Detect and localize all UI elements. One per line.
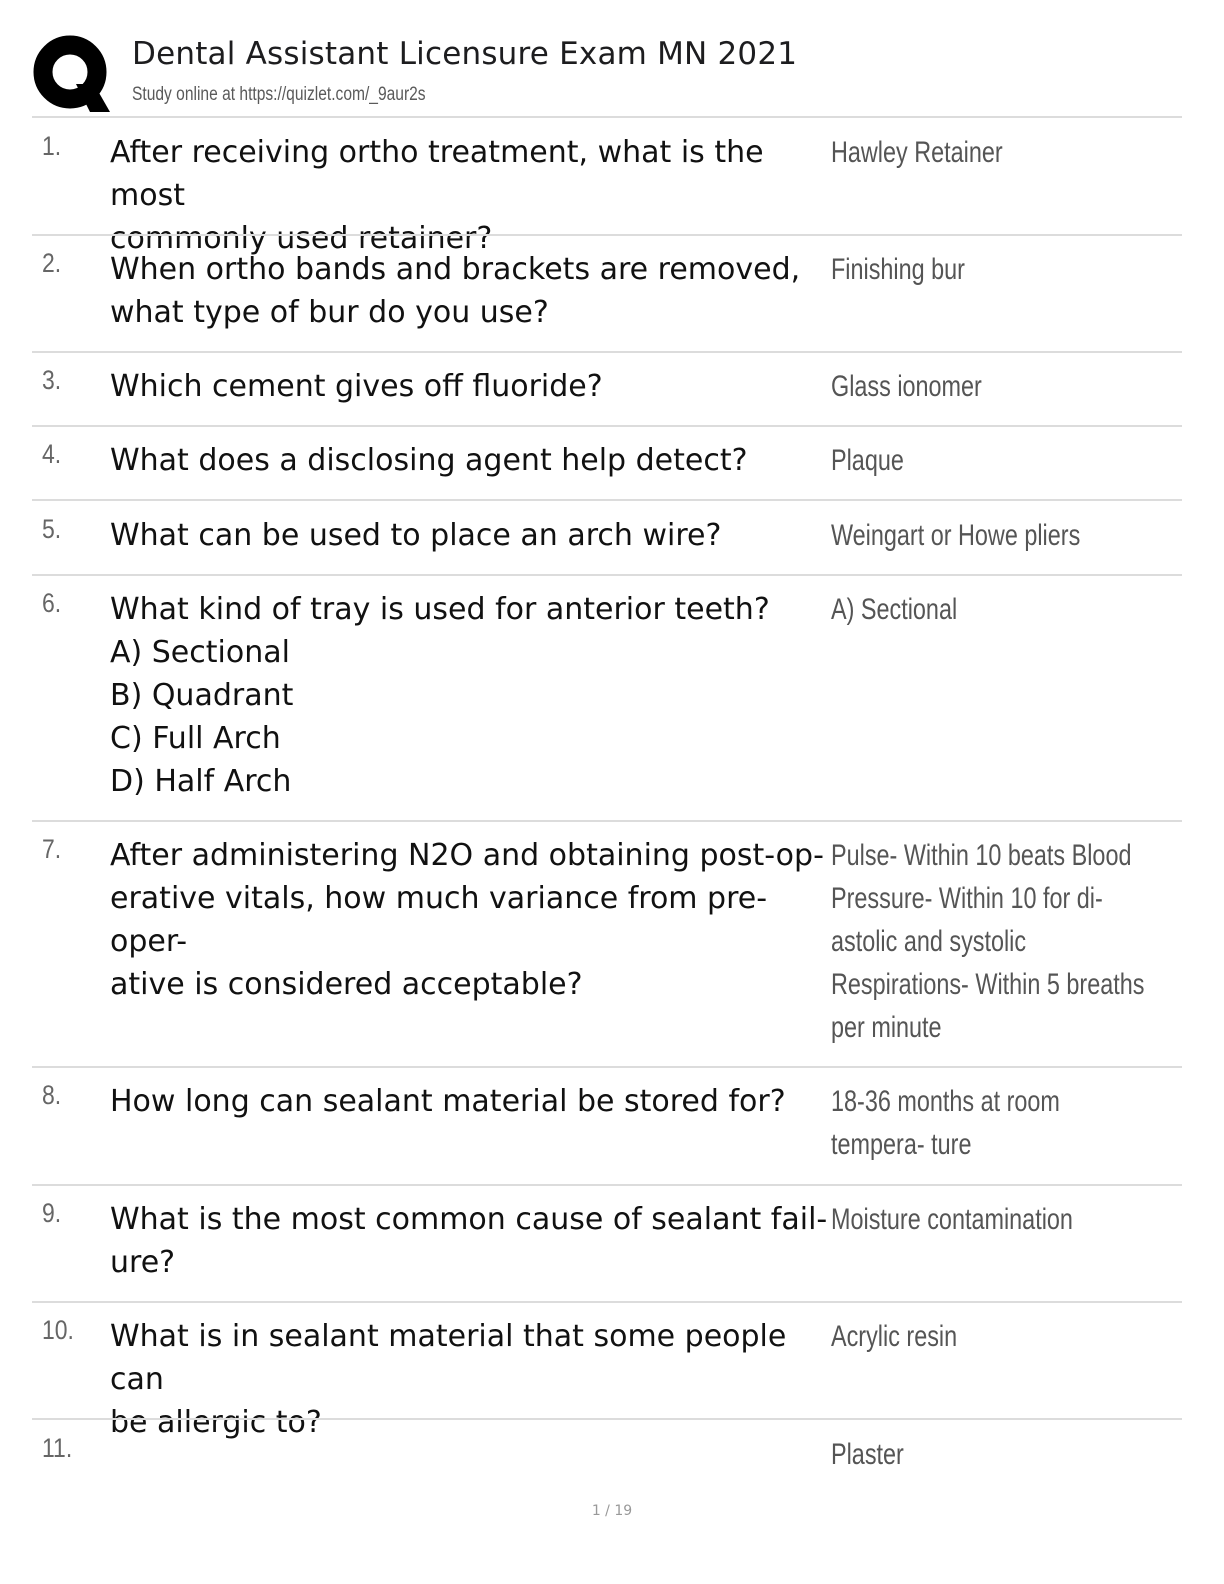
divider [32,499,1182,501]
card-number: 7. [42,834,62,864]
card-number: 5. [42,514,62,544]
card-number: 4. [42,439,62,469]
question-line: After administering N2O and obtaining post-op- [110,838,824,873]
answer-option: A) Sectional [110,635,290,670]
question-line: After receiving ortho treatment, what is the most [110,135,764,213]
card-answer [831,1315,1155,1358]
divider [32,1066,1182,1068]
answer-line: 18-36 months at room tempera- [831,1085,1060,1161]
question-line: What is in sealant material that some people can [110,1319,787,1397]
card-answer [831,131,1155,174]
card-question [110,514,830,557]
answer-line: A) Sectional [831,593,958,626]
answer-line: Weingart or Howe pliers [831,519,1081,552]
divider [32,1184,1182,1186]
answer-line: Moisture contamination [831,1203,1073,1236]
answer-line: astolic and systolic [831,925,1027,958]
divider [32,234,1182,236]
card-question [110,1080,830,1123]
card-number: 2. [42,248,62,278]
card-question [110,248,830,334]
question-line: what type of bur do you use? [110,295,549,330]
study-online-link[interactable]: Study online at https://quizlet.com/_9aur2s [132,84,426,105]
question-line: When ortho bands and brackets are removed, [110,252,801,287]
card-answer [831,439,1155,482]
card-answer [831,1198,1155,1241]
card-answer [831,365,1155,408]
divider [32,1418,1182,1420]
answer-line: Glass ionomer [831,370,982,403]
answer-line: Pulse- Within 10 beats [831,839,1066,872]
card-answer [831,834,1155,1049]
document-header [32,32,1182,116]
question-line: ure? [110,1245,176,1280]
answer-line: Blood Pressure- Within 10 for di- [831,839,1132,915]
answer-line: Respirations- Within 5 breaths per [831,968,1145,1044]
card-answer [831,1080,1155,1166]
question-line: How long can sealant material be stored for? [110,1084,786,1119]
divider [32,425,1182,427]
card-answer [831,588,1155,631]
question-line: ative is considered acceptable? [110,967,583,1002]
card-answer [831,514,1155,557]
card-number: 11. [42,1433,73,1463]
answer-line: Plaster [831,1438,904,1471]
card-question [110,439,830,482]
card-number: 6. [42,588,62,618]
card-number: 1. [42,131,62,161]
answer-option: C) Full Arch [110,721,281,756]
card-question [110,834,830,1006]
divider [32,351,1182,353]
answer-line: minute [871,1011,942,1044]
answer-option: D) Half Arch [110,764,292,799]
card-answer [831,248,1155,291]
answer-line: Hawley Retainer [831,136,1003,169]
quizlet-logo-icon [32,34,112,114]
question-line: be allergic to? [110,1405,322,1440]
question-line: erative vitals, how much variance from pre-oper- [110,881,768,959]
card-number: 9. [42,1198,62,1228]
card-question [110,131,830,260]
question-line: Which cement gives off fluoride? [110,369,603,404]
card-question [110,365,830,408]
page-indicator: 1 / 19 [591,1503,633,1519]
card-question [110,1198,830,1284]
divider [32,574,1182,576]
divider [32,820,1182,822]
answer-line: Acrylic resin [831,1320,958,1353]
divider [32,116,1182,118]
card-number: 3. [42,365,62,395]
card-answer [831,1433,1155,1476]
question-line: What is the most common cause of sealant fail- [110,1202,828,1237]
question-line: What can be used to place an arch wire? [110,518,722,553]
card-question [110,588,830,803]
document-title: Dental Assistant Licensure Exam MN 2021 [132,36,798,72]
question-line: commonly used retainer? [110,221,493,256]
question-line: What does a disclosing agent help detect? [110,443,748,478]
card-number: 10. [42,1315,74,1345]
answer-line: ture [931,1128,972,1161]
answer-option: B) Quadrant [110,678,294,713]
answer-line: Plaque [831,444,904,477]
divider [32,1301,1182,1303]
question-line: What kind of tray is used for anterior teeth? [110,592,770,627]
card-number: 8. [42,1080,62,1110]
answer-line: Finishing bur [831,253,965,286]
card-question [110,1315,830,1444]
